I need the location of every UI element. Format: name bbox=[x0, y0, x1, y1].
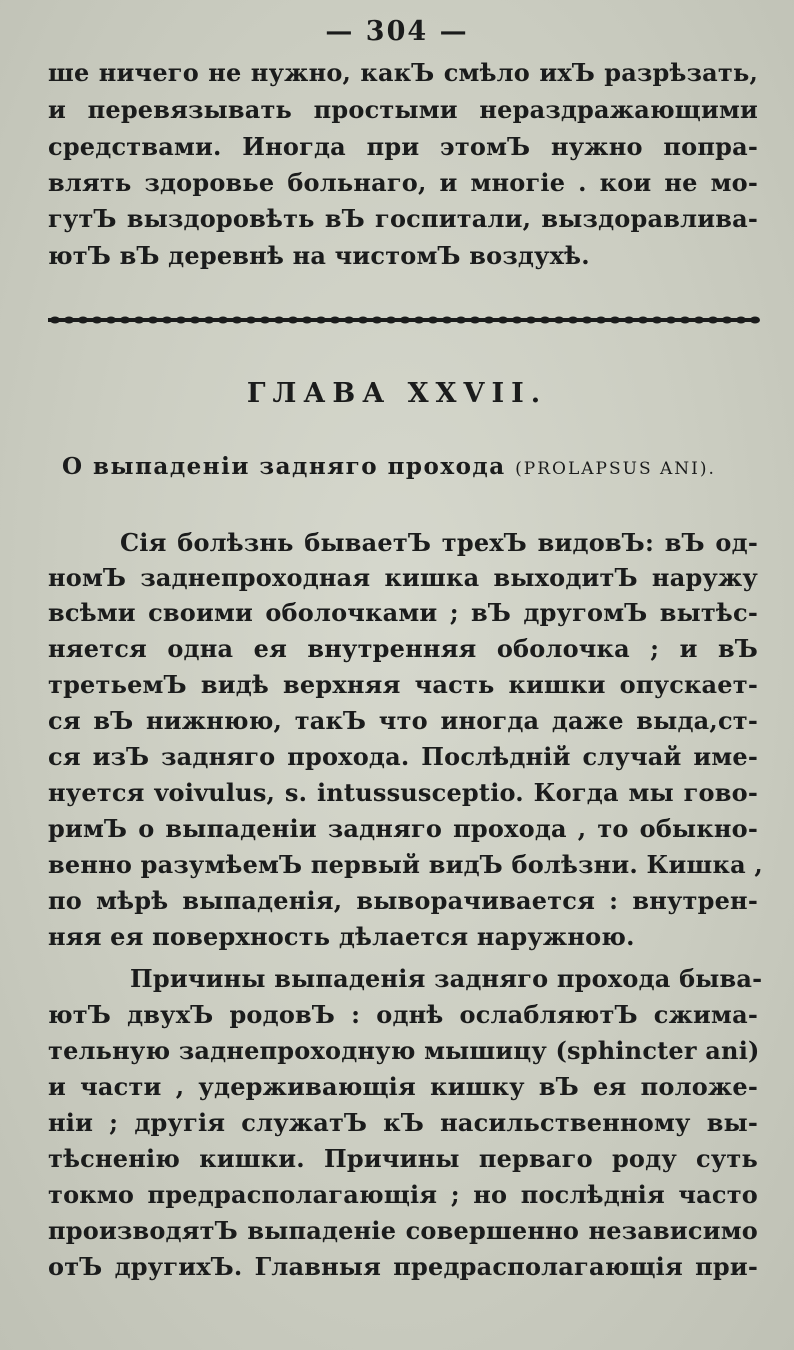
text-line: и перевязывать простыми нераздражающими bbox=[48, 95, 758, 124]
chapter-heading: ГЛАВА XXVII. bbox=[246, 378, 548, 409]
page-number: — 304 — bbox=[325, 16, 469, 47]
text-line: тельную заднепроходную мышицу (sphincter ani) bbox=[48, 1036, 760, 1065]
ornamental-divider bbox=[46, 313, 760, 327]
text-line: всѣми своими оболочками ; вЪ другомЪ вытѣс- bbox=[48, 598, 758, 627]
text-line: няется одна ея внутренняя оболочка ; и вЪ bbox=[48, 634, 758, 663]
text-line: токмо предрасполагающiя ; но послѣднiя часто bbox=[48, 1180, 758, 1209]
text-line: римЪ о выпаденiи задняго прохода , то обыкно- bbox=[48, 814, 758, 843]
text-line: отЪ другихЪ. Главныя предрасполагающiя при- bbox=[48, 1252, 758, 1281]
text-line: ютЪ двухЪ родовЪ : однѣ ослабляютЪ сжима- bbox=[48, 1000, 758, 1029]
text-line: по мѣрѣ выпаденiя, выворачивается : внутрен- bbox=[48, 886, 758, 915]
text-line: ся изЪ задняго прохода. Послѣднiй случай име- bbox=[48, 742, 758, 771]
section-title-latin: (PROLAPSUS ANI). bbox=[515, 459, 716, 479]
text-line: Причины выпаденiя задняго прохода бывa- bbox=[130, 964, 763, 993]
text-line: производятЪ выпаденiе совершенно независимо bbox=[48, 1216, 758, 1245]
text-line: третьемЪ видѣ верхняя часть кишки опускает- bbox=[48, 670, 758, 699]
text-line: венно разумѣемЪ первый видЪ болѣзни. Кишка , bbox=[48, 850, 763, 879]
text-line: няя ея поверхность дѣлается наружною. bbox=[48, 922, 635, 951]
text-line: гутЪ выздоровѣть вЪ госпитали, выздоравлива- bbox=[48, 204, 758, 233]
text-line: средствами. Иногда при этомЪ нужно попра- bbox=[48, 132, 758, 161]
text-line: нiи ; другiя служатЪ кЪ насильственному вы- bbox=[48, 1108, 758, 1137]
text-line: тѣсненiю кишки. Причины перваго роду суть bbox=[48, 1144, 758, 1173]
section-title-text: О выпаденiи задняго прохода bbox=[62, 453, 506, 480]
text-line: и части , удерживающiя кишку вЪ ея положе- bbox=[48, 1072, 758, 1101]
text-line: номЪ заднепроходная кишка выходитЪ наружу bbox=[48, 563, 758, 592]
text-line: влять здоровье больнаго, и многiе . кои не мо- bbox=[48, 168, 758, 197]
text-line: ше ничего не нужно, какЪ смѣло ихЪ разрѣзать, bbox=[48, 58, 758, 87]
section-title bbox=[62, 453, 716, 480]
text-line: ютЪ вЪ деревнѣ на чистомЪ воздухѣ. bbox=[48, 241, 590, 270]
text-line: ся вЪ нижнюю, такЪ что иногда даже выда,ст- bbox=[48, 706, 758, 735]
text-line: нуется voivulus, s. intussusceptio. Когда мы гово- bbox=[48, 778, 758, 807]
text-line: Сiя болѣзнь бываетЪ трехЪ видовЪ: вЪ од- bbox=[120, 528, 758, 557]
